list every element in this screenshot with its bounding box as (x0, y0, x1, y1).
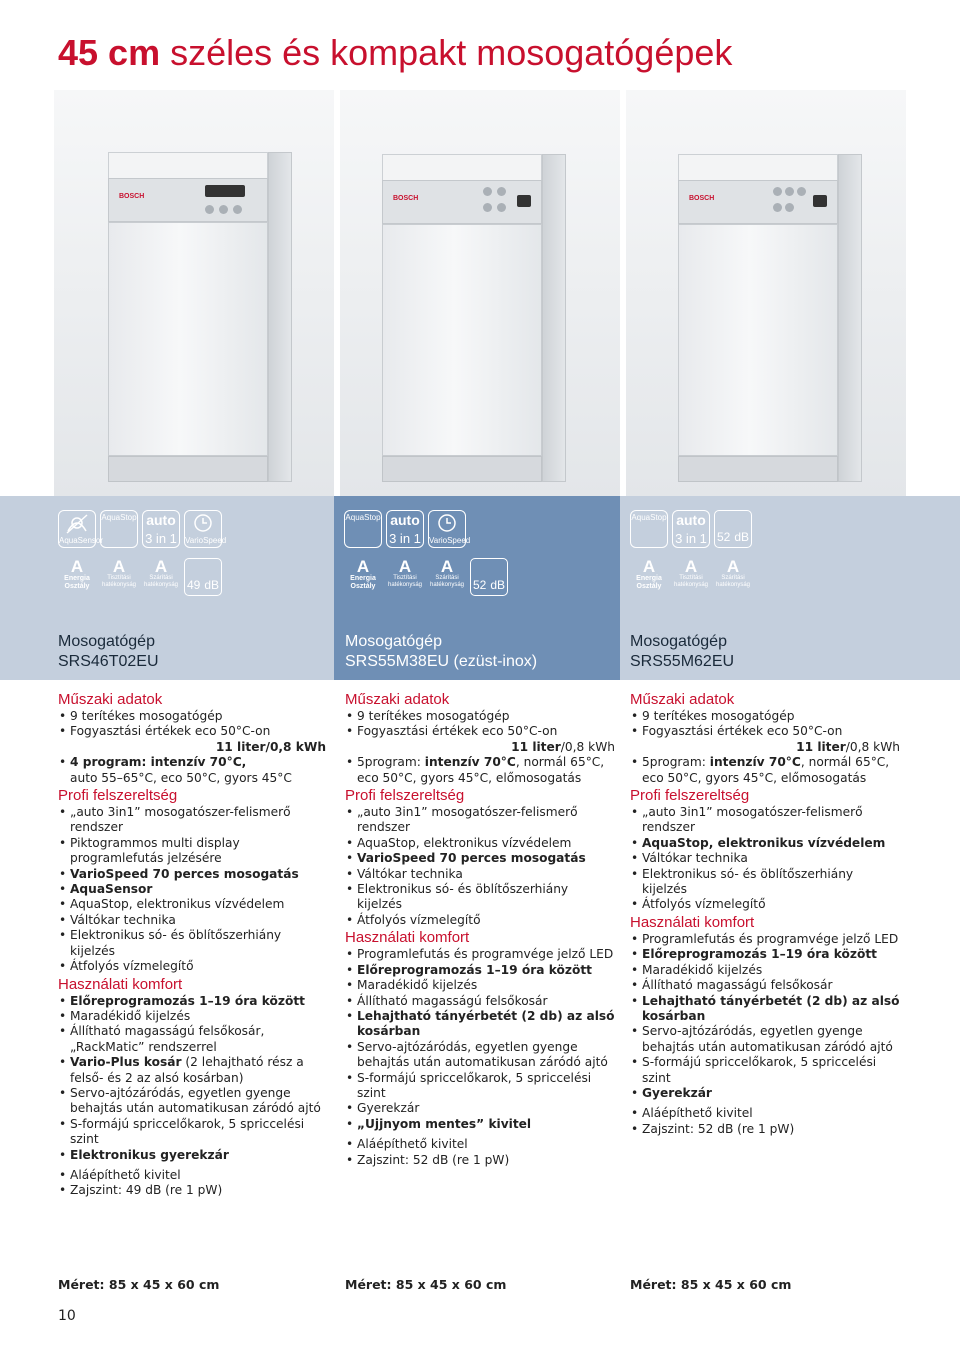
energy-class-grade: A Energia Osztály (350, 557, 376, 590)
list-item: • Elektronikus só- és öblítőszerhiány kijelzés (345, 882, 615, 913)
list-item: • Maradékidő kijelzés (345, 978, 615, 993)
list-item: • „auto 3in1” mosogatószer-felismerő rendszer (630, 805, 900, 836)
list-item: • Maradékidő kijelzés (58, 1009, 326, 1024)
list-item: • Vario-Plus kosár (2 lehajtható rész a felső- és 2 az alsó kosárban) (58, 1055, 326, 1086)
variospeed-icon: VarioSpeed (428, 510, 466, 548)
list-item: • Váltókar technika (345, 867, 615, 882)
section-heading: Műszaki adatok (345, 691, 450, 708)
dimensions-2: Méret: 85 x 45 x 60 cm (345, 1277, 507, 1292)
section-heading: Műszaki adatok (630, 691, 735, 708)
list-item: • „Ujjnyom mentes” kivitel (345, 1117, 615, 1132)
auto-3in1-icon: auto 3 in 1 (386, 510, 424, 548)
page-number: 10 (58, 1308, 76, 1324)
list-item: • Fogyasztási értékek eco 50°C-on 11 liter/0,8 kWh (58, 724, 326, 755)
list-item: • S-formájú spriccelőkarok, 5 spriccelési szint (345, 1071, 615, 1102)
section-heading: Profi felszereltség (630, 787, 750, 805)
aquasensor-icon: AquaSensor (58, 510, 96, 548)
list-item: • AquaStop, elektronikus vízvédelem (345, 836, 615, 851)
list-item: • Váltókar technika (630, 851, 900, 866)
list-item: • Servo-ajtózáródás, egyetlen gyenge behajtás után automatikusan záródó ajtó (58, 1086, 326, 1117)
dishwasher-image: BOSCH (678, 154, 838, 482)
aquastop-icon: AquaStop (100, 510, 138, 548)
dimensions-1: Méret: 85 x 45 x 60 cm (58, 1277, 220, 1292)
list-item: • AquaStop, elektronikus vízvédelem (58, 897, 326, 912)
list-item: • 5program: intenzív 70°C, normál 65°C, eco 50°C, gyors 45°C, előmosogatás (345, 755, 615, 786)
auto-3in1-icon: auto 3 in 1 (142, 510, 180, 548)
list-item: • Servo-ajtózáródás, egyetlen gyenge behajtás után automatikusan záródó ajtó (345, 1040, 615, 1071)
dishwasher-image: BOSCH (382, 154, 542, 482)
section-heading: Használati komfort (58, 975, 183, 993)
variospeed-icon: VarioSpeed (184, 510, 222, 548)
noise-level-icon: 52 dB (470, 558, 508, 596)
list-item: • AquaStop, elektronikus vízvédelem (630, 836, 900, 851)
section-heading: Műszaki adatok (58, 691, 163, 708)
list-item: • Gyerekzár (630, 1086, 900, 1101)
section-heading: Profi felszereltség (58, 787, 178, 805)
list-item: • „auto 3in1” mosogatószer-felismerő rendszer (58, 805, 326, 836)
list-item: • Zajszint: 52 dB (re 1 pW) (630, 1122, 900, 1137)
aquastop-icon: AquaStop (344, 510, 382, 548)
list-item: • S-formájú spriccelőkarok, 5 spriccelési szint (630, 1055, 900, 1086)
list-item: • VarioSpeed 70 perces mosogatás (345, 851, 615, 866)
list-item: • Servo-ajtózáródás, egyetlen gyenge behajtás után automatikusan záródó ajtó (630, 1024, 900, 1055)
cleaning-class-grade: A Tisztítási hatékonyság (387, 557, 423, 588)
section-heading: Profi felszereltség (345, 787, 465, 805)
drying-class-grade: A Szárítási hatékonyság (715, 557, 751, 588)
list-item: • Zajszint: 52 dB (re 1 pW) (345, 1153, 615, 1168)
list-item: • Gyerekzár (345, 1101, 615, 1116)
list-item: • 5program: intenzív 70°C, normál 65°C, eco 50°C, gyors 45°C, előmosogatás (630, 755, 900, 786)
product-photo-2 (340, 90, 620, 496)
list-item: • Piktogrammos multi display programlefutás jelzésére (58, 836, 326, 867)
list-item: • S-formájú spriccelőkarok, 5 spriccelési szint (58, 1117, 326, 1148)
list-item: • Előreprogramozás 1–19 óra között (58, 994, 326, 1009)
page-title: 45 cm széles és kompakt mosogatógépek (58, 32, 733, 73)
list-item: • Aláépíthető kivitel (630, 1106, 900, 1121)
product-photo-3 (626, 90, 906, 496)
dimensions-3: Méret: 85 x 45 x 60 cm (630, 1277, 792, 1292)
model-heading-1: Mosogatógép SRS46T02EU (58, 633, 159, 670)
list-item: • Átfolyós vízmelegítő (58, 959, 326, 974)
spec-list-1 (58, 690, 326, 1199)
list-item: • Elektronikus só- és öblítőszerhiány kijelzés (58, 928, 326, 959)
energy-class-grade: A Energia Osztály (636, 557, 662, 590)
list-item: • Állítható magasságú felsőkosár (630, 978, 900, 993)
list-item: • Előreprogramozás 1–19 óra között (345, 963, 615, 978)
list-item: • Aláépíthető kivitel (58, 1168, 326, 1183)
list-item: • Programlefutás és programvége jelző LED (345, 947, 615, 962)
list-item: • Fogyasztási értékek eco 50°C-on 11 liter/0,8 kWh (630, 724, 900, 755)
section-heading: Használati komfort (345, 929, 470, 947)
energy-class-grade: A Energia Osztály (64, 557, 90, 590)
spec-list-3 (630, 690, 900, 1137)
list-item: • Állítható magasságú felsőkosár, „RackMatic” rendszerrel (58, 1024, 326, 1055)
list-item: • Váltókar technika (58, 913, 326, 928)
list-item: • 4 program: intenzív 70°C, auto 55–65°C, eco 50°C, gyors 45°C (58, 755, 326, 786)
list-item: • Lehajtható tányérbetét (2 db) az alsó kosárban (345, 1009, 615, 1040)
cleaning-class-grade: A Tisztítási hatékonyság (101, 557, 137, 588)
list-item: • Állítható magasságú felsőkosár (345, 994, 615, 1009)
list-item: • Programlefutás és programvége jelző LED (630, 932, 900, 947)
noise-level-icon: 49 dB (184, 558, 222, 596)
dishwasher-image: BOSCH (108, 152, 268, 482)
list-item: • VarioSpeed 70 perces mosogatás (58, 867, 326, 882)
list-item: • Fogyasztási értékek eco 50°C-on 11 liter/0,8 kWh (345, 724, 615, 755)
aquastop-icon: AquaStop (630, 510, 668, 548)
noise-level-icon: 52 dB (714, 510, 752, 548)
list-item: • Elektronikus só- és öblítőszerhiány kijelzés (630, 867, 900, 898)
model-heading-3: Mosogatógép SRS55M62EU (630, 633, 735, 670)
product-photo-1 (54, 90, 334, 496)
drying-class-grade: A Szárítási hatékonyság (143, 557, 179, 588)
spec-list-2 (345, 690, 615, 1168)
list-item: • Előreprogramozás 1–19 óra között (630, 947, 900, 962)
list-item: • Aláépíthető kivitel (345, 1137, 615, 1152)
list-item: • 9 terítékes mosogatógép (58, 709, 326, 724)
model-heading-2: Mosogatógép SRS55M38EU (ezüst-inox) (345, 633, 538, 670)
list-item: • 9 terítékes mosogatógép (345, 709, 615, 724)
list-item: • Elektronikus gyerekzár (58, 1148, 326, 1163)
list-item: • Átfolyós vízmelegítő (630, 897, 900, 912)
section-heading: Használati komfort (630, 913, 755, 931)
auto-3in1-icon: auto 3 in 1 (672, 510, 710, 548)
list-item: • „auto 3in1” mosogatószer-felismerő rendszer (345, 805, 615, 836)
list-item: • Lehajtható tányérbetét (2 db) az alsó kosárban (630, 994, 900, 1025)
list-item: • Maradékidő kijelzés (630, 963, 900, 978)
list-item: • Zajszint: 49 dB (re 1 pW) (58, 1183, 326, 1198)
cleaning-class-grade: A Tisztítási hatékonyság (673, 557, 709, 588)
drying-class-grade: A Szárítási hatékonyság (429, 557, 465, 588)
list-item: • Átfolyós vízmelegítő (345, 913, 615, 928)
list-item: • AquaSensor (58, 882, 326, 897)
list-item: • 9 terítékes mosogatógép (630, 709, 900, 724)
